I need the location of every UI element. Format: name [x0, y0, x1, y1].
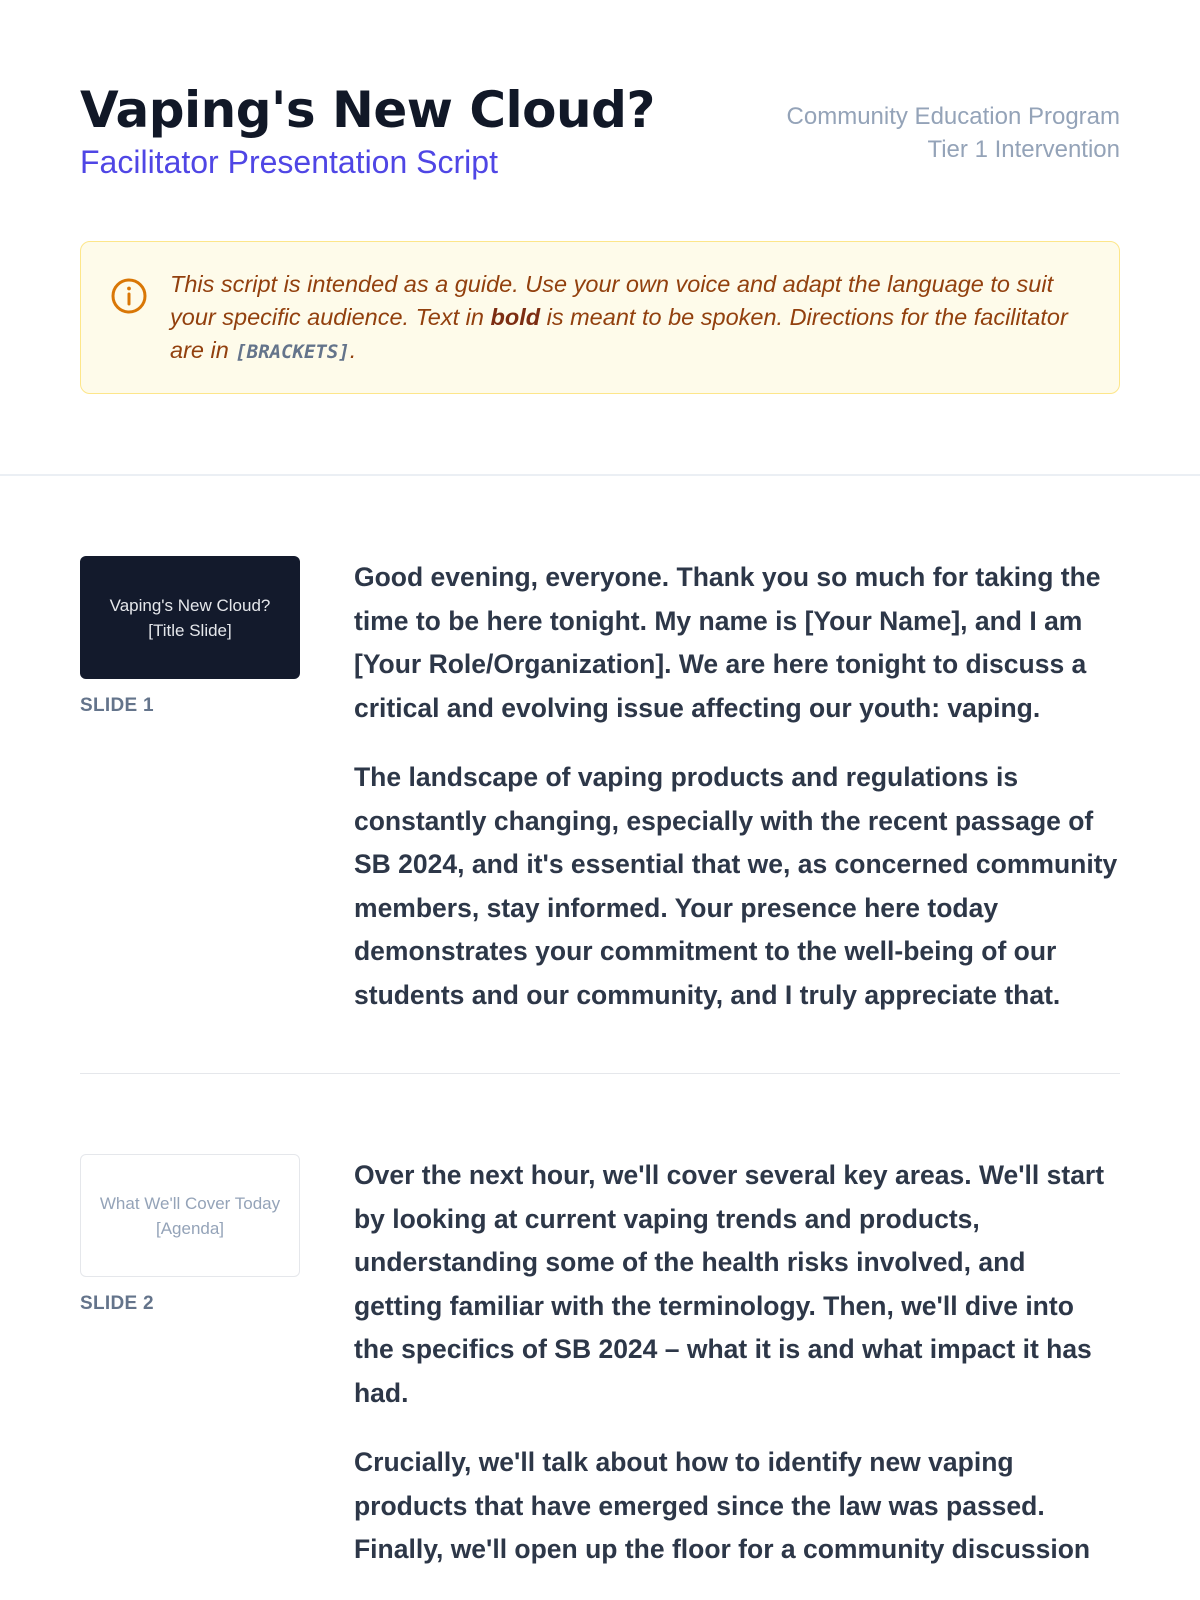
script-paragraph: Over the next hour, we'll cover several key areas. We'll start by looking at current vaping trends and products, understanding some of the health risks involved, and getting familiar with the terminology. Then, we'll dive into the specifics of SB 2024 – what it is and what impact it has had.	[354, 1160, 1105, 1408]
document-header	[0, 0, 1200, 230]
slide-thumbnail	[80, 556, 300, 679]
script-paragraph: Good evening, everyone. Thank you so much for taking the time to be here tonight. My name is [Your Name], and I am [Your Role/Organization]. We are here tonight to discuss a critical and evolving issue affecting our youth: vaping.	[354, 562, 1101, 723]
program-name: Community Education Program	[786, 103, 1120, 130]
script-paragraph: The landscape of vaping products and regulations is constantly changing, especially with the recent passage of SB 2024, and it's essential that we, as concerned community members, stay informed. Your presence here today demonstrates your commitment to the well-being of our students and our community, and I truly appreciate that.	[354, 762, 1118, 1010]
slide-section-1	[0, 556, 1200, 1043]
script-text	[354, 1154, 1120, 1598]
script-paragraph: Crucially, we'll talk about how to identify new vaping products that have emerged since the law was passed. Finally, we'll open up the floor for a community discussion	[354, 1447, 1091, 1564]
program-meta	[787, 100, 1120, 166]
note-bold-word: bold	[490, 304, 541, 330]
section-divider	[0, 474, 1200, 476]
slide-section-2	[0, 1154, 1200, 1598]
slide-thumbnail	[80, 1154, 300, 1277]
page-subtitle: Facilitator Presentation Script	[80, 144, 498, 180]
slide-thumbnail-caption: [Agenda]	[155, 1218, 225, 1238]
slide-thumbnail-column	[80, 1154, 300, 1598]
slide-thumbnail-title: What We'll Cover Today	[99, 1193, 281, 1213]
script-text	[354, 556, 1120, 1043]
slide-thumbnail-title: Vaping's New Cloud?	[109, 595, 271, 615]
slide-thumbnail-column	[80, 556, 300, 1043]
page-title: Vaping's New Cloud?	[80, 81, 655, 139]
note-text-part: This script is intended as a guide. Use your own voice and adapt the language to suit your specific audience. Text in	[170, 271, 1054, 330]
slide-label: SLIDE 2	[80, 1293, 154, 1314]
note-text-part: .	[349, 337, 357, 363]
note-text	[170, 268, 1069, 369]
program-tier: Tier 1 Intervention	[927, 136, 1120, 163]
slide-label: SLIDE 1	[80, 695, 154, 716]
note-bracket-word: [BRACKETS]	[235, 341, 350, 363]
slide-thumbnail-caption: [Title Slide]	[148, 620, 232, 640]
slide-divider	[80, 1073, 1120, 1074]
facilitator-note	[80, 241, 1120, 394]
info-icon	[110, 277, 148, 315]
note-text-part: is meant to be spoken. Directions for the facilitator are in	[170, 304, 1068, 363]
